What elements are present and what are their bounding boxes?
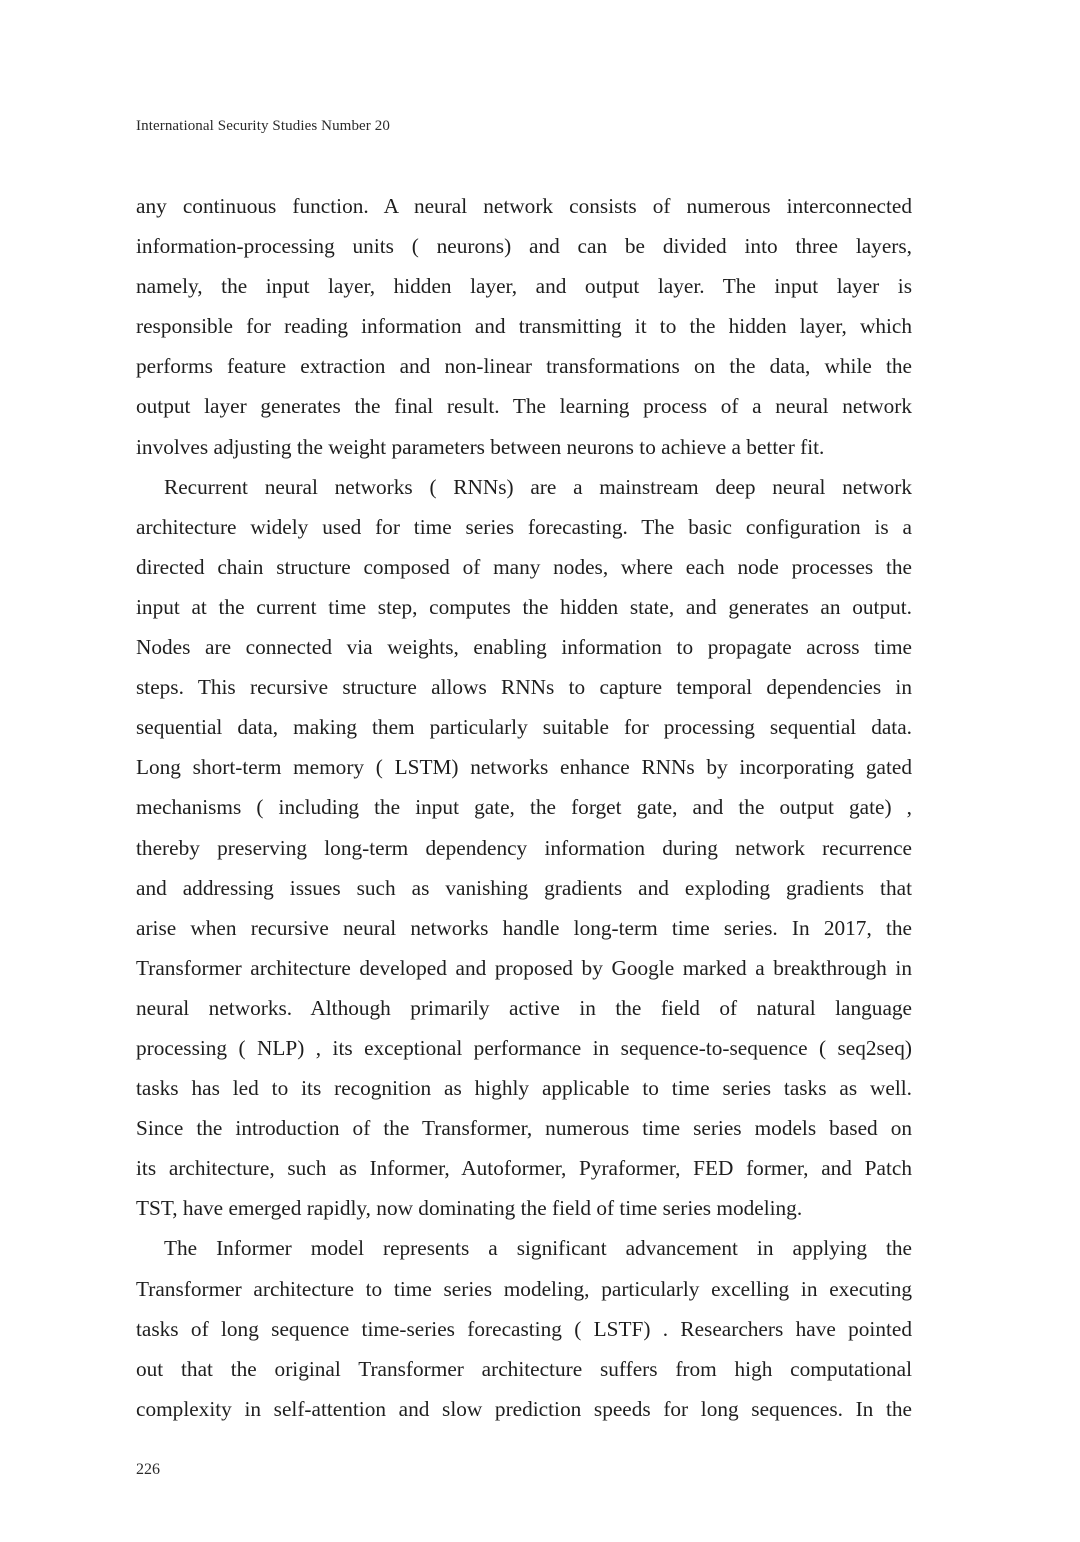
text-line: arise when recursive neural networks handle long-term time series. In 2017, the — [136, 915, 912, 940]
text-line: Transformer architecture developed and proposed by Google marked a breakthrough in — [136, 955, 912, 980]
text-line: output layer generates the final result. The learning process of a neural network — [136, 394, 912, 419]
text-line: Long short-term memory ( LSTM) networks enhance RNNs by incorporating gated — [136, 755, 912, 780]
text-line: directed chain structure composed of many nodes, where each node processes the — [136, 554, 912, 579]
text-line: any continuous function. A neural network consists of numerous interconnected — [136, 194, 912, 218]
text-line: information-processing units ( neurons) and can be divided into three layers, — [136, 234, 912, 259]
text-line: architecture widely used for time series forecasting. The basic configuration is a — [136, 514, 912, 539]
text-line: out that the original Transformer architecture suffers from high computational — [136, 1356, 912, 1381]
text-line: complexity in self-attention and slow prediction speeds for long sequences. In the — [136, 1396, 912, 1421]
text-line: Recurrent neural networks ( RNNs) are a mainstream deep neural network — [164, 474, 912, 499]
text-line: neural networks. Although primarily active in the field of natural language — [136, 995, 912, 1020]
text-line: steps. This recursive structure allows RNNs to capture temporal dependencies in — [136, 675, 912, 700]
text-line: responsible for reading information and transmitting it to the hidden layer, which — [136, 314, 912, 339]
body-text — [136, 186, 912, 1429]
text-line: Transformer architecture to time series modeling, particularly excelling in executing — [136, 1276, 912, 1301]
text-line: and addressing issues such as vanishing gradients and exploding gradients that — [136, 875, 912, 900]
text-line: mechanisms ( including the input gate, the forget gate, and the output gate) , — [136, 795, 912, 820]
text-line: its architecture, such as Informer, Autoformer, Pyraformer, FED former, and Patch — [136, 1156, 912, 1181]
text-line: thereby preserving long-term dependency information during network recurrence — [136, 835, 912, 860]
text-line: tasks of long sequence time-series forecasting ( LSTF) . Researchers have pointed — [136, 1316, 912, 1341]
text-line: sequential data, making them particularly suitable for processing sequential data. — [136, 715, 912, 740]
text-line: namely, the input layer, hidden layer, and output layer. The input layer is — [136, 274, 912, 299]
text-line: tasks has led to its recognition as highly applicable to time series tasks as well. — [136, 1076, 912, 1101]
text-line: involves adjusting the weight parameters between neurons to achieve a better fit. — [136, 434, 825, 459]
text-line: processing ( NLP) , its exceptional performance in sequence-to-sequence ( seq2seq) — [136, 1035, 912, 1060]
text-line: performs feature extraction and non-linear transformations on the data, while the — [136, 354, 912, 379]
running-header: International Security Studies Number 20 — [136, 118, 390, 134]
page-number: 226 — [136, 1461, 160, 1478]
text-line: The Informer model represents a significant advancement in applying the — [164, 1236, 912, 1261]
text-line: input at the current time step, computes the hidden state, and generates an output. — [136, 594, 912, 619]
text-line: Nodes are connected via weights, enabling information to propagate across time — [136, 635, 912, 660]
text-line: TST, have emerged rapidly, now dominating the field of time series modeling. — [136, 1196, 803, 1221]
text-line: Since the introduction of the Transformer, numerous time series models based on — [136, 1116, 912, 1141]
